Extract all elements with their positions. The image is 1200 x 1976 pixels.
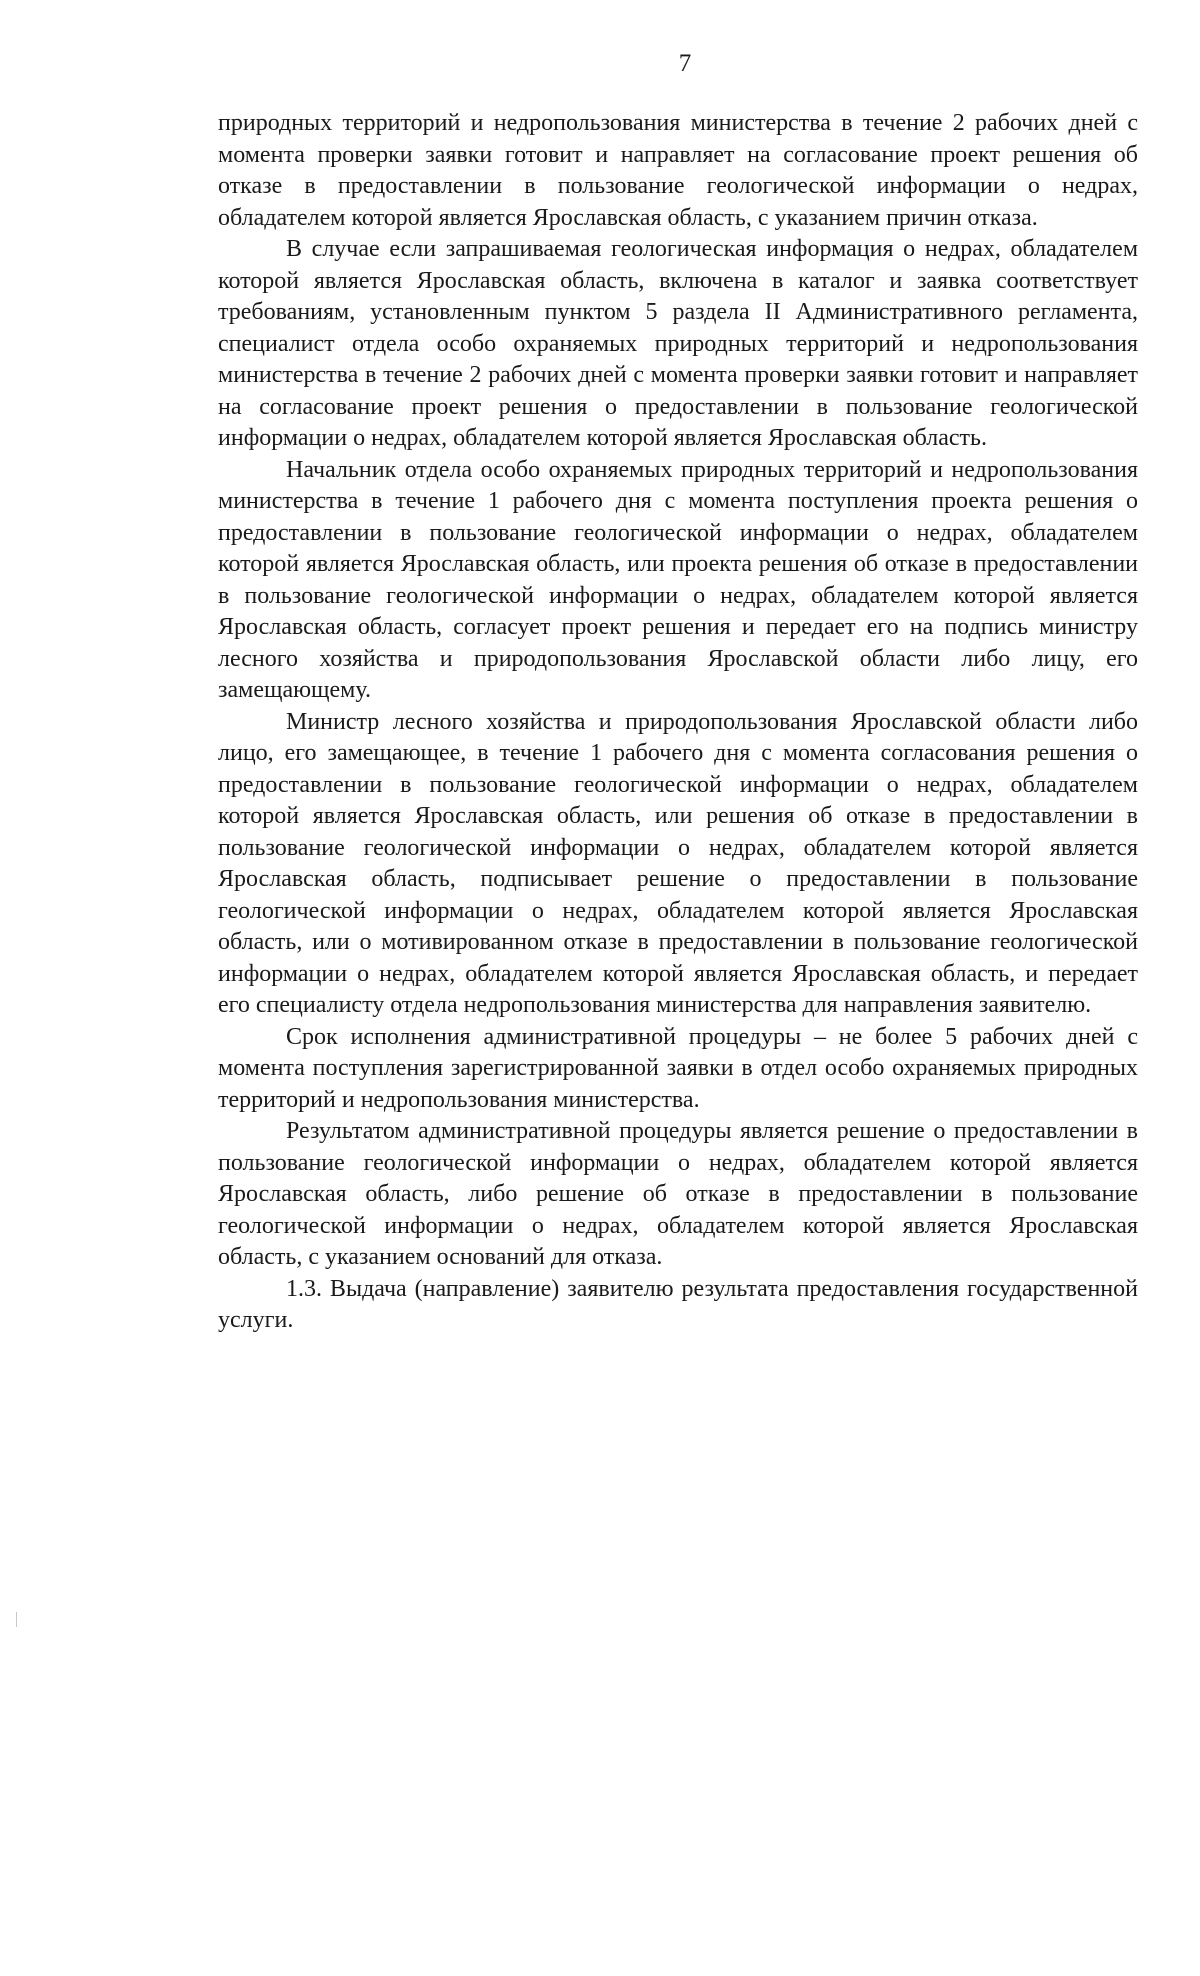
scan-artifact-mark — [16, 1612, 17, 1627]
paragraph-result: Результатом административной процедуры является решение о предоставлении в пользование геологической информации о недрах, обладателем которой является Ярославская область, либо решение об отказе в предоставлении в пользование геологической информации о недрах, обладателем которой является Ярославская область, с указанием оснований для отказа. — [218, 1118, 1138, 1270]
paragraph-deadline: Срок исполнения административной процедуры – не более 5 рабочих дней с момента поступления зарегистрированной заявки в отдел особо охраняемых природных территорий и недропользования министерства. — [218, 1023, 1138, 1113]
paragraph-continuation: природных территорий и недропользования министерства в течение 2 рабочих дней с момента проверки заявки готовит и направляет на согласование проект решения об отказе в предоставлении в пользование геологической информации о недрах, обладателем которой является Ярославская область, с указанием причин отказа. — [218, 110, 1138, 231]
paragraph-department-head: Начальник отдела особо охраняемых природных территорий и недропользования министерства в течение 1 рабочего дня с момента поступления проекта решения о предоставлении в пользование геологической информации о недрах, обладателем которой является Ярославская область, или проекта решения об отказе в предоставлении в пользование геологической информации о недрах, обладателем которой является Ярославская область, согласует проект решения и передает его на подпись министру лесного хозяйства и природопользования Ярославской области либо лицу, его замещающему. — [218, 456, 1138, 703]
paragraph-section-1-3: 1.3. Выдача (направление) заявителю результата предоставления государственной услуги. — [218, 1275, 1138, 1333]
document-body — [218, 108, 1138, 1337]
paragraph-minister: Министр лесного хозяйства и природопользования Ярославской области либо лицо, его замещающее, в течение 1 рабочего дня с момента согласования решения о предоставлении в пользование геологической информации о недрах, обладателем которой является Ярославская область, или решения об отказе в предоставлении в пользование геологической информации о недрах, обладателем которой является Ярославская область, подписывает решение о предоставлении в пользование геологической информации о недрах, обладателем которой является Ярославская область, или о мотивированном отказе в предоставлении в пользование геологической информации о недрах, обладателем которой является Ярославская область, и передает его специалисту отдела недропользования министерства для направления заявителю. — [218, 708, 1138, 1018]
paragraph-catalog-case: В случае если запрашиваемая геологическая информация о недрах, обладателем которой является Ярославская область, включена в каталог и заявка соответствует требованиям, установленным пунктом 5 раздела II Административного регламента, специалист отдела особо охраняемых природных территорий и недропользования министерства в течение 2 рабочих дней с момента проверки заявки готовит и направляет на согласование проект решения о предоставлении в пользование геологической информации о недрах, обладателем которой является Ярославская область. — [218, 236, 1138, 451]
page-number: 7 — [678, 50, 692, 77]
